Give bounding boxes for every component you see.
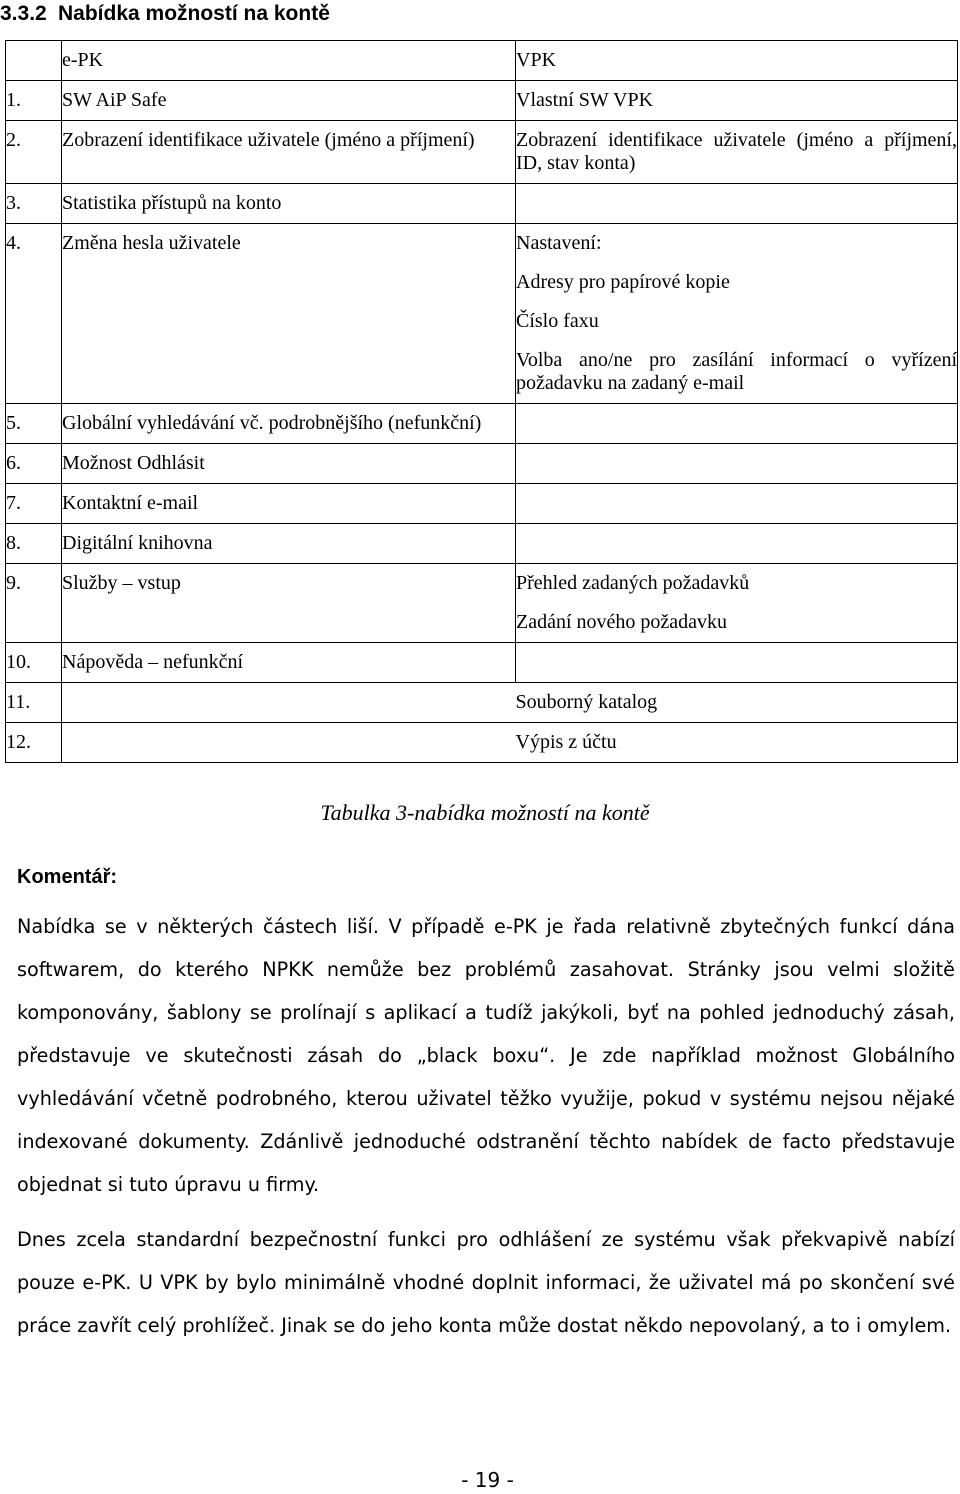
table-caption: Tabulka 3-nabídka možností na kontě (320, 800, 650, 825)
epk-feature (62, 683, 516, 699)
row-number-cell (6, 643, 62, 683)
table-row (6, 524, 958, 564)
header-num-cell (6, 41, 62, 81)
row-number-cell (6, 81, 62, 121)
vpk-cell (516, 81, 958, 121)
table-row (6, 121, 958, 184)
vpk-feature: Číslo faxu (516, 310, 599, 332)
table-row (6, 224, 958, 404)
epk-feature: Služby – vstup (62, 572, 181, 594)
vpk-cell (516, 404, 958, 444)
epk-cell (62, 723, 516, 763)
vpk-feature: Zobrazení identifikace uživatele (jméno a příjmení, ID, stav konta) (516, 129, 957, 174)
row-number-cell (6, 484, 62, 524)
vpk-feature-group (516, 643, 957, 659)
vpk-cell (516, 723, 958, 763)
row-number-cell (6, 683, 62, 723)
row-number: 8. (6, 532, 21, 554)
row-number: 7. (6, 492, 21, 514)
vpk-cell (516, 224, 958, 404)
comment-title: Komentář: (17, 866, 118, 888)
vpk-feature-group (516, 564, 957, 642)
vpk-cell (516, 444, 958, 484)
vpk-feature-group (516, 404, 957, 420)
table-row (6, 81, 958, 121)
offer-comparison-table (5, 40, 958, 763)
row-number: 3. (6, 192, 21, 214)
row-number-cell (6, 224, 62, 404)
header-vpk-cell (516, 41, 958, 81)
table-row (6, 484, 958, 524)
row-number: 10. (6, 651, 31, 673)
epk-cell (62, 184, 516, 224)
epk-cell (62, 224, 516, 404)
table-row (6, 723, 958, 763)
header-vpk: VPK (516, 49, 557, 71)
epk-cell (62, 404, 516, 444)
vpk-feature-group (516, 723, 958, 762)
epk-cell (62, 121, 516, 184)
row-number: 4. (6, 232, 21, 254)
section-title: Nabídka možností na kontě (58, 2, 330, 25)
row-number-cell (6, 444, 62, 484)
vpk-feature: Nastavení: (516, 232, 602, 254)
vpk-feature: Vlastní SW VPK (516, 89, 654, 111)
row-number-cell (6, 121, 62, 184)
row-number: 9. (6, 572, 21, 594)
table-header-row (6, 41, 958, 81)
row-number: 2. (6, 129, 21, 151)
vpk-feature-group (516, 121, 957, 183)
table-row (6, 683, 958, 723)
vpk-cell (516, 121, 958, 184)
page-number: - 19 - (461, 1468, 514, 1492)
section-heading (0, 2, 330, 26)
section-number: 3.3.2 (0, 2, 47, 25)
epk-feature: SW AiP Safe (62, 89, 167, 111)
vpk-cell (516, 524, 958, 564)
header-epk: e-PK (62, 49, 104, 71)
epk-cell (62, 81, 516, 121)
vpk-feature-group (516, 184, 957, 200)
table-row (6, 184, 958, 224)
epk-cell (62, 524, 516, 564)
vpk-cell (516, 484, 958, 524)
epk-feature: Zobrazení identifikace uživatele (jméno a příjmení) (62, 129, 475, 151)
vpk-feature-group (516, 484, 957, 500)
epk-feature: Změna hesla uživatele (62, 232, 241, 254)
vpk-cell (516, 643, 958, 683)
row-number: 6. (6, 452, 21, 474)
epk-feature (62, 723, 516, 739)
row-number-cell (6, 564, 62, 643)
table-row (6, 643, 958, 683)
vpk-feature: Adresy pro papírové kopie (516, 271, 730, 293)
row-number: 1. (6, 89, 21, 111)
epk-feature: Možnost Odhlásit (62, 452, 205, 474)
row-number-cell (6, 524, 62, 564)
epk-cell (62, 564, 516, 643)
vpk-feature-group (516, 444, 957, 460)
epk-feature: Statistika přístupů na konto (62, 192, 282, 214)
table-row (6, 404, 958, 444)
vpk-feature: Souborný katalog (515, 691, 658, 713)
vpk-feature: Přehled zadaných požadavků (516, 572, 750, 594)
table-row (6, 564, 958, 643)
epk-cell (62, 444, 516, 484)
vpk-feature: Výpis z účtu (515, 731, 617, 753)
row-number-cell (6, 723, 62, 763)
epk-feature: Globální vyhledávání vč. podrobnějšího (nefunkční) (62, 412, 482, 434)
vpk-feature-group (516, 683, 958, 722)
vpk-feature: Volba ano/ne pro zasílání informací o vyřízení požadavku na zadaný e-mail (516, 349, 957, 394)
row-number: 5. (6, 412, 21, 434)
vpk-feature-group (516, 524, 957, 540)
vpk-feature-group (516, 81, 957, 120)
row-number-cell (6, 184, 62, 224)
vpk-cell (516, 184, 958, 224)
comment-paragraph-2: Dnes zcela standardní bezpečnostní funkci pro odhlášení ze systému však překvapivě nabízí pouze e-PK. U VPK by bylo minimálně vhodné doplnit informaci, že uživatel má po skončení své práce zavřít celý prohlížeč. Jinak se do jeho konta může dostat někdo nepovolaný, a to i omylem. (17, 1228, 955, 1337)
epk-feature: Kontaktní e-mail (62, 492, 199, 514)
row-number: 11. (6, 691, 31, 713)
epk-cell (62, 643, 516, 683)
row-number-cell (6, 404, 62, 444)
epk-cell (62, 484, 516, 524)
vpk-feature: Zadání nového požadavku (516, 611, 728, 633)
comment-paragraph-1: Nabídka se v některých částech liší. V případě e-PK je řada relativně zbytečných funkcí dána softwarem, do kterého NPKK nemůže bez problémů zasahovat. Stránky jsou velmi složitě komponovány, šablony se prolínají s aplikací a tudíž jakýkoli, byť na pohled jednoduchý zásah, představuje ve skutečnosti zásah do „black boxu“. Je zde například možnost Globálního vyhledávání včetně podrobného, kterou uživatel těžko využije, pokud v systému nejsou nějaké indexované dokumenty. Zdánlivě jednoduché odstranění těchto nabídek de facto představuje objednat si tuto úpravu u firmy. (17, 915, 955, 1196)
vpk-cell (516, 564, 958, 643)
table-row (6, 444, 958, 484)
vpk-cell (516, 683, 958, 723)
vpk-feature-group (516, 224, 957, 403)
row-number: 12. (6, 731, 31, 753)
header-epk-cell (62, 41, 516, 81)
epk-cell (62, 683, 516, 723)
epk-feature: Digitální knihovna (62, 532, 213, 554)
epk-feature: Nápověda – nefunkční (62, 651, 244, 673)
